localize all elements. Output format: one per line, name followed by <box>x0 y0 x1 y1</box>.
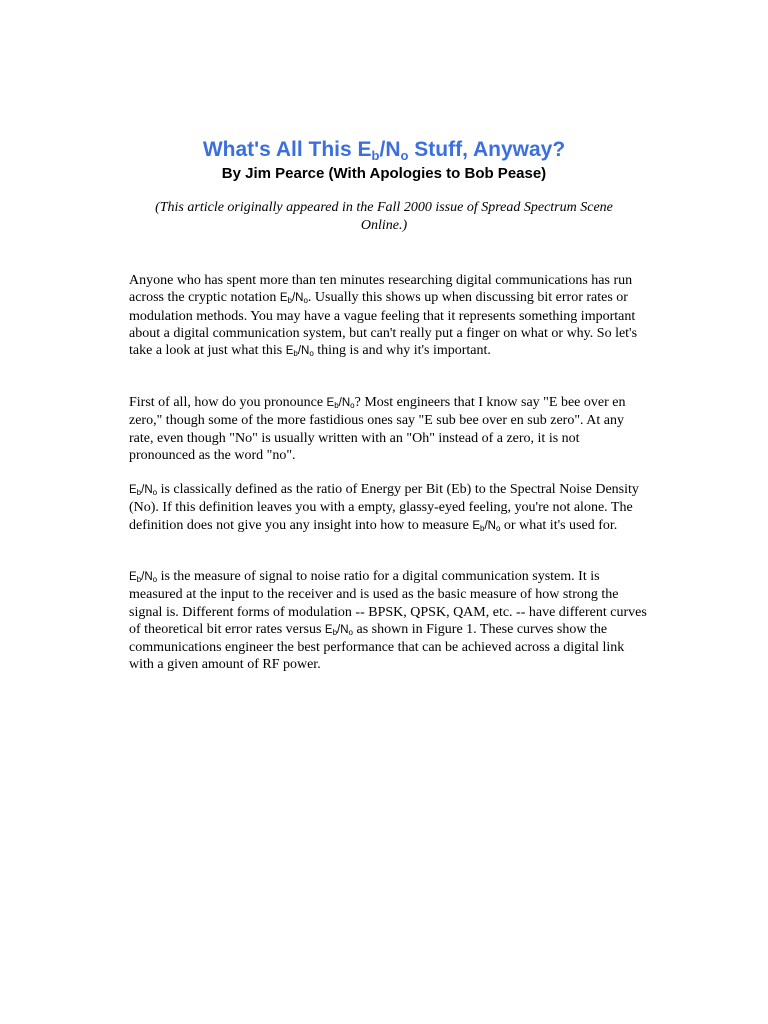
paragraph-measure <box>129 568 649 674</box>
origin-note: (This article originally appeared in the Fall 2000 issue of Spread Spectrum Scene Online.) <box>155 200 613 233</box>
p2-text-b: ? Most engineers that I know say "E bee over en zero," though some of the more fastidious ones say "E sub bee over en sub zero". At any rate, even though "No" is usually written with an "Oh" instead of a zero, it is not pronounced as the word "no". <box>129 395 626 463</box>
ebno-notation: Eb/No <box>129 484 158 497</box>
title-suffix: Stuff, Anyway? <box>408 138 566 161</box>
p3-text-b: or what it's used for. <box>500 517 618 533</box>
p1-text-b: . Usually this shows up when discussing bit error rates or modulation methods. You may have a vague feeling that it represents something important about a digital communication system, but can't really put a finger on what or why. So let's take a look at just what this <box>129 290 638 359</box>
ebno-notation: Eb/No <box>326 397 355 410</box>
p1-text-a: Anyone who has spent more than ten minutes researching digital communications has run across the cryptic notation <box>129 273 633 306</box>
article-title <box>0 137 768 163</box>
title-slash-n: /N <box>379 138 401 161</box>
p2-text-a: First of all, how do you pronounce <box>129 395 327 410</box>
article-byline: By Jim Pearce (With Apologies to Bob Pease) <box>221 165 547 182</box>
paragraph-intro <box>129 272 649 360</box>
p4-text-a: is the measure of signal to noise ratio for a digital communication system. It is measured at the input to the receiver and is used as the basic measure of how strong the signal is. Different forms of modulation -- BPSK, QPSK, QAM, etc. -- have different curves of theoretical bit error rates versus <box>129 569 647 637</box>
paragraph-pronunciation <box>129 394 649 464</box>
p1-text-c: thing is and why it's important. <box>313 343 491 359</box>
title-subscript-o: o <box>400 148 409 163</box>
p4-text-b: as shown in Figure 1. These curves show the communications engineer the best performance that can be achieved across a digital link with a given amount of RF power. <box>129 621 625 673</box>
p3-text-a: is classically defined as the ratio of Energy per Bit (Eb) to the Spectral Noise Density (No). If this definition leaves you with a empty, glassy-eyed feeling, you're not alone. The definition does not give you any insight into how to measure <box>129 482 639 533</box>
title-subscript-b: b <box>371 148 380 163</box>
paragraph-definition <box>129 481 649 535</box>
ebno-notation: Eb/No <box>324 623 353 637</box>
ebno-notation: Eb/No <box>472 519 501 533</box>
ebno-notation: Eb/No <box>279 292 308 306</box>
ebno-notation: Eb/No <box>129 571 158 584</box>
title-prefix: What's All This E <box>202 138 372 161</box>
ebno-notation: Eb/No <box>285 345 314 359</box>
